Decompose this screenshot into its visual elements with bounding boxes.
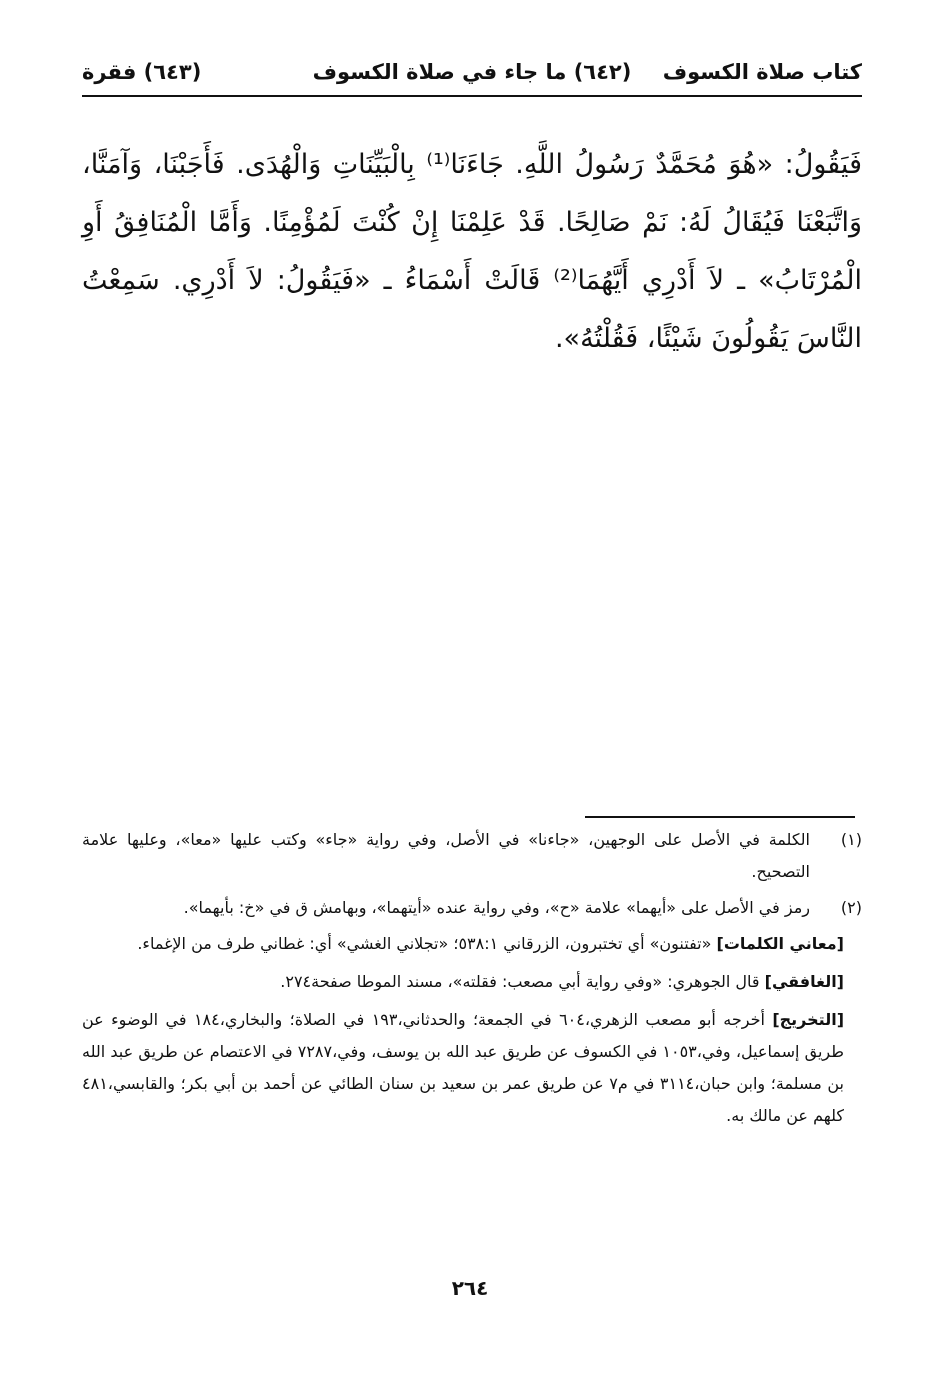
note-takhrij bbox=[82, 1004, 862, 1132]
footnote-divider bbox=[585, 816, 855, 818]
paragraph-number: (٦٤٣) فقرة bbox=[82, 60, 202, 84]
chapter-title: (٦٤٢) ما جاء في صلاة الكسوف bbox=[312, 60, 632, 84]
running-header bbox=[82, 55, 862, 95]
footnote-1 bbox=[82, 824, 862, 888]
footnote-2 bbox=[82, 892, 862, 924]
note-text: قال الجوهري: «وفي رواية أبي مصعب: فقلته»، مسند الموطا صفحة٢٧٤. bbox=[280, 972, 765, 991]
footnote-text: رمز في الأصل على «أيهما» علامة «ح»، وفي رواية عنده «أيتهما»، وبهامش ق في «خ: بأيهما». bbox=[183, 898, 810, 917]
hadith-text: فَيَقُولُ: «هُوَ مُحَمَّدٌ رَسُولُ اللَّهِ. جَاءَنَا⁽¹⁾ بِالْبَيِّنَاتِ وَالْهُدَى. فَأَجَبْنَا، وَآمَنَّا، وَاتَّبَعْنَا فَيُقَالُ لَهُ: نَمْ صَالِحًا. قَدْ عَلِمْنَا إِنْ كُنْتَ لَمُؤْمِنًا. وَأَمَّا الْمُنَافِقُ أَوِ الْمُرْتَابُ» ـ لاَ أَدْرِي أَيَّهُمَا⁽²⁾ قَالَتْ أَسْمَاءُ ـ «فَيَقُولُ: لاَ أَدْرِي. سَمِعْتُ النَّاسَ يَقُولُونَ شَيْئًا، فَقُلْتُهُ». bbox=[82, 149, 862, 354]
note-word-meanings bbox=[82, 928, 862, 960]
note-ghafiqi bbox=[82, 966, 862, 998]
footnote-number: (١) bbox=[840, 830, 862, 849]
header-divider bbox=[82, 95, 862, 97]
footnote-text: الكلمة في الأصل على الوجهين، «جاءنا» في الأصل، وفي رواية «جاء» وكتب عليها «معا»، وعليها علامة التصحيح. bbox=[82, 830, 810, 881]
note-label: [معاني الكلمات] bbox=[716, 934, 844, 953]
footnote-number: (٢) bbox=[840, 898, 862, 917]
note-text: «تفتنون» أي تختبرون، الزرقاني ٥٣٨:١؛ «تجلاني الغشي» أي: غطاني طرف من الإغماء. bbox=[137, 934, 717, 953]
note-label: [التخريج] bbox=[772, 1010, 844, 1029]
note-text: أخرجه أبو مصعب الزهري،٦٠٤ في الجمعة؛ والحدثاني،١٩٣ في الصلاة؛ والبخاري،١٨٤ في الوضوء عن طريق إسماعيل، وفي،١٠٥٣ في الكسوف عن طريق عبد الله بن يوسف، وفي،٧٢٨٧ في الاعتصام عن طريق عبد الله بن مسلمة؛ وابن حبان،٣١١٤ في م٧ عن طريق عمر بن سعيد بن سنان الطائي عن أحمد بن أبي بكر؛ والقابسي،٤٨١ كلهم عن مالك به. bbox=[82, 1010, 845, 1125]
footnotes-section bbox=[82, 824, 862, 1138]
book-title: كتاب صلاة الكسوف bbox=[662, 60, 862, 84]
page-number: ٢٦٤ bbox=[451, 1276, 489, 1300]
note-label: [الغافقي] bbox=[764, 972, 844, 991]
